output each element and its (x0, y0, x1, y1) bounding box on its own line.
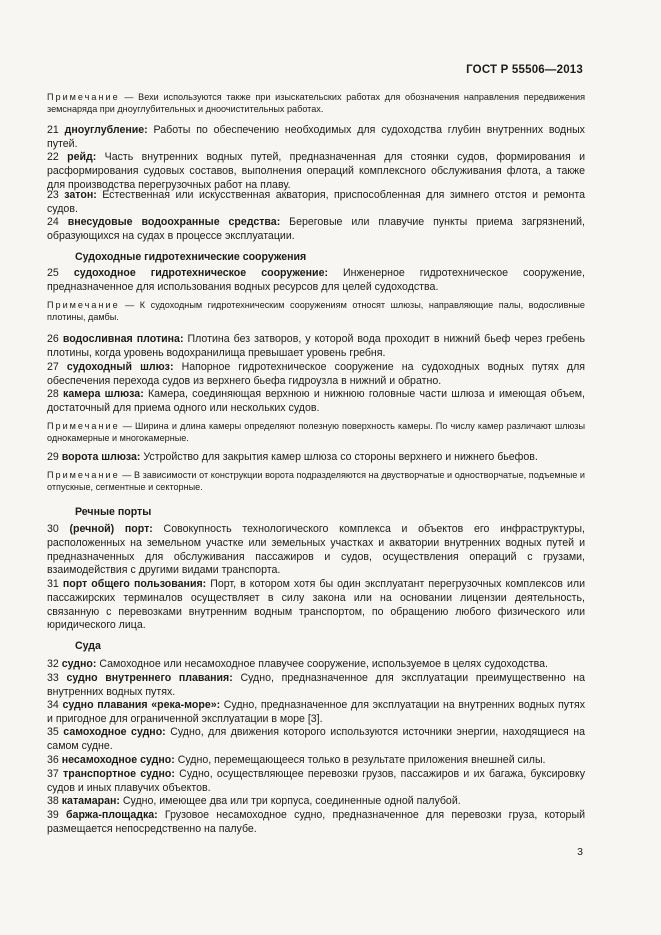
term-entry (47, 699, 585, 727)
term-name: порт общего пользования: (62, 578, 207, 590)
term-number: 28 (47, 388, 59, 400)
term-entry (47, 768, 585, 796)
term-entry (47, 658, 585, 672)
term-definition: Порт, в котором хотя бы один эксплуатант перегрузочных комплексов или пассажирских терминалов осуществляет в силу закона или на основании лицензии деятельность, связанную с перевозками внутренним водным транспортом, по обращению любого физического или юридического лица. (47, 578, 585, 632)
term-definition: Часть внутренних водных путей, предназначенная для стоянки судов, формирования и расформирования судовых составов, выполнения операций комплексного обслуживания флота, а также для производства перегрузочных работ на плаву. (47, 151, 585, 191)
term-number: 31 (47, 578, 59, 590)
term-name: (речной) порт: (69, 523, 153, 535)
term-name: рейд: (67, 151, 97, 163)
term-number: 24 (47, 216, 59, 228)
term-entry (47, 754, 585, 768)
term-entry (47, 726, 585, 754)
term-definition: Судно, предназначенное для эксплуатации преимущественно на внутренних водных путях. (47, 672, 585, 698)
term-definition: Совокупность технологического комплекса и объектов его инфраструктуры, расположенных на земельном участке или земельных участках и акватории внутренних водных путей и предназначенных для обслуживания пассажиров и судов, осуществления операций с грузами, взаимодействия с другими видами транспорта. (47, 523, 585, 577)
term-definition: Работы по обеспечению необходимых для судоходства глубин внутренних водных путей. (47, 124, 585, 150)
term-number: 34 (47, 699, 59, 711)
term-definition: Судно, предназначенное для эксплуатации на внутренних водных путях и пригодное для ограниченной эксплуатации в море [3]. (47, 699, 585, 725)
term-definition: Камера, соединяющая верхнюю и нижнюю головные части шлюза и имеющая объем, достаточный для приема одного или нескольких судов. (47, 388, 585, 414)
term-definition: Судно, осуществляющее перевозки грузов, пассажиров и их багажа, буксировку судов и иных плавучих объектов. (47, 768, 585, 794)
note-block (47, 91, 585, 116)
term-number: 38 (47, 795, 59, 807)
term-number: 25 (47, 267, 59, 279)
note-block (47, 299, 585, 324)
term-number: 30 (47, 523, 59, 535)
note-text: — В зависимости от конструкции ворота подразделяются на двустворчатые и одностворчатые, подъемные и отпускные, сегментные и секторные. (47, 470, 585, 493)
term-name: внесудовые водоохранные средства: (67, 216, 281, 228)
term-number: 35 (47, 726, 59, 738)
term-definition: Судно, имеющее два или три корпуса, соединенные одной палубой. (119, 795, 461, 807)
term-definition: Грузовое несамоходное судно, предназначенное для перевозки груза, который размещается непосредственно на палубе. (47, 809, 585, 835)
section-heading: Суда (75, 640, 101, 652)
term-entry (47, 189, 585, 217)
term-number: 37 (47, 768, 59, 780)
term-name: катамаран: (61, 795, 120, 807)
term-entry (47, 151, 585, 192)
term-definition: Судно, перемещающееся только в результате приложения внешней силы. (174, 754, 546, 766)
term-definition: Устройство для закрытия камер шлюза со стороны верхнего и нижнего бьефов. (140, 451, 538, 463)
term-number: 33 (47, 672, 59, 684)
term-entry (47, 388, 585, 416)
term-name: судно плавания «река-море»: (62, 699, 221, 711)
term-definition: Напорное гидротехническое сооружение на судоходных водных путях для обеспечения перехода судов из верхнего бьефа гидроузла в нижний и обратно. (47, 361, 585, 387)
term-name: дноуглубление: (64, 124, 148, 136)
term-definition: Береговые или плавучие пункты приема загрязнений, образующихся на судах в процессе эксплуатации. (47, 216, 585, 242)
term-name: судно: (61, 658, 97, 670)
term-definition: Судно, для движения которого используются источники энергии, находящиеся на самом судне. (47, 726, 585, 752)
term-name: самоходное судно: (63, 726, 166, 738)
term-entry (47, 451, 585, 465)
term-number: 27 (47, 361, 59, 373)
term-name: судоходный шлюз: (66, 361, 174, 373)
term-definition: Самоходное или несамоходное плавучее сооружение, используемое в целях судоходства. (96, 658, 548, 670)
term-name: судно внутреннего плавания: (66, 672, 233, 684)
term-entry (47, 523, 585, 578)
term-entry (47, 809, 585, 837)
term-entry (47, 361, 585, 389)
term-entry (47, 216, 585, 244)
note-label: Примечание (47, 92, 120, 102)
note-label: Примечание (47, 300, 120, 310)
term-definition: Естественная или искусственная акватория, приспособленная для зимнего отстоя и ремонта судов. (47, 189, 585, 215)
section-heading: Судоходные гидротехнические сооружения (75, 251, 307, 263)
term-name: камера шлюза: (63, 388, 144, 400)
term-number: 36 (47, 754, 59, 766)
term-number: 22 (47, 151, 59, 163)
term-name: транспортное судно: (63, 768, 175, 780)
term-number: 23 (47, 189, 59, 201)
note-block (47, 420, 585, 445)
note-text: — К судоходным гидротехническим сооружениям относят шлюзы, направляющие палы, водосливные плотины, дамбы. (47, 300, 585, 323)
term-number: 29 (47, 451, 59, 463)
term-number: 32 (47, 658, 59, 670)
standard-header: ГОСТ Р 55506—2013 (466, 64, 583, 76)
section-heading: Речные порты (75, 506, 152, 518)
term-definition: Плотина без затворов, у которой вода проходит в нижний бьеф через гребень плотины, когда уровень водохранилища превышает уровень гребня. (47, 333, 585, 359)
term-number: 26 (47, 333, 59, 345)
term-entry (47, 578, 585, 633)
term-name: баржа-площадка: (66, 809, 158, 821)
term-name: затон: (64, 189, 97, 201)
term-name: ворота шлюза: (61, 451, 141, 463)
term-definition: Инженерное гидротехническое сооружение, предназначенное для использования водных ресурсов для целей судоходства. (47, 267, 585, 293)
term-name: судоходное гидротехническое сооружение: (73, 267, 328, 279)
term-number: 39 (47, 809, 59, 821)
note-label: Примечание (47, 470, 120, 480)
term-entry (47, 795, 585, 809)
term-name: несамоходное судно: (61, 754, 175, 766)
term-entry (47, 124, 585, 152)
note-text: — Ширина и длина камеры определяют полезную поверхность камеры. По числу камер различают шлюзы однокамерные и многокамерные. (47, 421, 585, 444)
term-entry (47, 267, 585, 295)
term-entry (47, 672, 585, 700)
page-number: 3 (577, 846, 583, 858)
note-block (47, 469, 585, 494)
term-name: водосливная плотина: (62, 333, 184, 345)
term-number: 21 (47, 124, 59, 136)
note-text: — Вехи используются также при изыскательских работах для обозначения направления передвижения земснаряда при дноуглубительных и дноочистительных работах. (47, 92, 585, 115)
note-label: Примечание (47, 421, 120, 431)
term-entry (47, 333, 585, 361)
